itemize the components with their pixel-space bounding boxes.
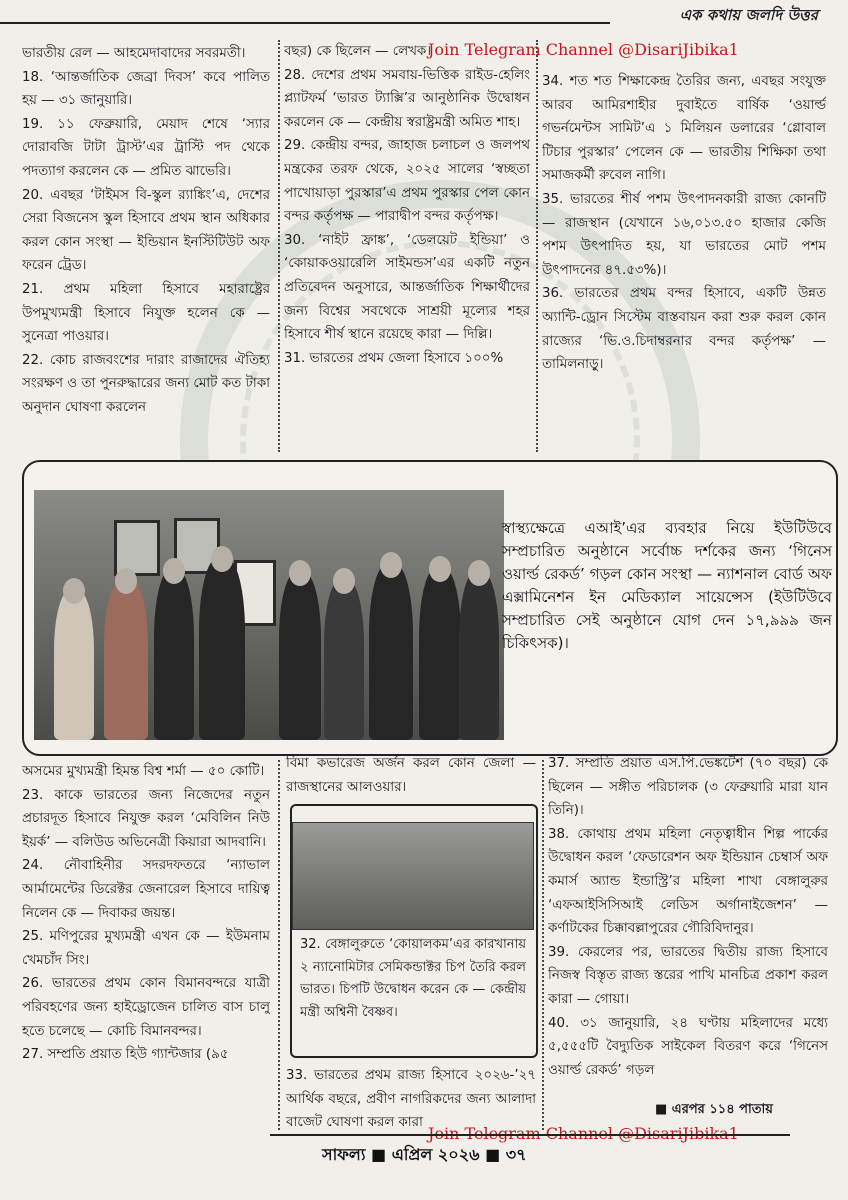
person	[459, 572, 499, 740]
person-head	[468, 560, 490, 586]
item-35: 35. ভারতের শীর্ষ পশম উৎপাদনকারী রাজ্য কোনটি — রাজস্থান (যেখানে ১৬,০১৩.৫০ হাজার কেজি পশম উৎপাদিত হয়, যা ভারতের মোট পশম উৎপাদনের ৪৭.৫৩%)।	[542, 191, 826, 278]
item-19: 19. ১১ ফেব্রুয়ারি, মেয়াদ শেষে ‘স্যার দোরাবজি টাটা ট্রাস্ট’এর ট্রাস্টি পদ থেকে পদত্যাগ করলেন কে — প্রমিত ঝাভেরি।	[22, 116, 270, 179]
item-25: 25. মণিপুরের মুখ্যমন্ত্রী এখন কে — ইউমনাম খেমচাঁদ সিং।	[22, 929, 270, 968]
item-23: 23. কাকে ভারতের জন্য নিজেদের নতুন প্রচারদূত হিসাবে নিযুক্ত করল ‘মেবিলিন নিউ ইয়র্ক’ — বলিউড অভিনেত্রী কিয়ারা আদবানি।	[22, 787, 270, 850]
continued-note: ■ এরপর ১১৪ পাতায়	[655, 1102, 773, 1117]
column-divider-1	[278, 40, 280, 452]
column-3-bottom	[548, 752, 828, 1102]
item-20: 20. এবছর ‘টাইমস বি-স্কুল র‍্যাঙ্কিং’এ, দেশের সেরা বিজনেস স্কুল হিসাবে প্রথম স্থান অধিকার করল কোন সংস্থা — ইন্ডিয়ান ইনস্টিটিউট অফ ফরেন ট্রেড।	[22, 187, 270, 274]
item-36: 36. ভারতের প্রথম বন্দর হিসাবে, একটি উন্নত অ্যান্টি-ড্রোন সিস্টেম বাস্তবায়ন করা শুরু করল কোন রাজ্যের ‘ভি.ও.চিদাম্বরনার বন্দর কর্তৃপক্ষ’ — তামিলনাড়ু।	[542, 286, 826, 373]
column-2-bottom-lead	[286, 752, 536, 802]
item-32: 32. বেঙ্গালুরুতে ‘কোয়ালকম’এর কারখানায় ২ ন্যানোমিটার সেমিকন্ডাক্টর চিপ তৈরি করল ভারত। চিপটি উদ্বোধন করেন কে — কেন্দ্রীয় মন্ত্রী অশ্বিনী বৈষ্ণব।	[300, 937, 526, 1020]
page-footer: সাফল্য ■ এপ্রিল ২০২৬ ■ ৩৭	[322, 1145, 527, 1164]
telegram-watermark-bottom: Join Telegram Channel @DisariJibika1	[428, 1124, 739, 1143]
item-30: 30. ‘নাইট ফ্রাঙ্ক’, ‘ডেলয়েট ইন্ডিয়া’ ও ‘কোয়াকওয়ারেলি সাইমন্ডস’এর একটি নতুন প্রতিবেদন অনুসারে, আন্তর্জাতিক শিক্ষার্থীদের জন্য বিশ্বের সবথেকে সাশ্রয়ী মূল্যের শহর হিসাবে শীর্ষ স্থানে রয়েছে কারা — দিল্লি।	[284, 232, 530, 343]
column-divider-4	[542, 760, 544, 1130]
item-29: 29. কেন্দ্রীয় বন্দর, জাহাজ চলাচল ও জলপথ মন্ত্রকের তরফ থেকে, ২০২৫ সালের ‘স্বচ্ছতা পাখোয়াড়া পুরস্কার’এ প্রথম পুরস্কার পেল কোন বন্দর কর্তৃপক্ষ — পারাদ্বীপ বন্দর কর্তৃপক্ষ।	[284, 138, 530, 225]
person	[199, 558, 245, 740]
chip-inauguration-photo	[292, 822, 534, 930]
column-2-top	[284, 40, 530, 454]
item-34: 34. শত শত শিক্ষাকেন্দ্র তৈরির জন্য, এবছর সংযুক্ত আরব আমিরশাহীর দুবাইতে বার্ষিক ‘ওয়ার্ল্ড গভর্নমেন্টস সামিট’এ ১ মিলিয়ন ডলারের ‘গ্লোবাল টিচার পুরস্কার’ পেলেন কে — ভারতীয় শিক্ষিকা তথা সমাজকর্মী রুবেল নাগি।	[542, 74, 826, 184]
person	[104, 580, 148, 740]
header-rule	[0, 22, 610, 24]
item-39: 39. কেরলের পর, ভারতের দ্বিতীয় রাজ্য হিসাবে নিজস্ব বিস্তৃত রাজ্য স্তরের পাখি মানচিত্র প্রকাশ করল কারা — গোয়া।	[548, 944, 828, 1007]
footer-rule	[270, 1134, 790, 1136]
section-title: এক কথায় জলদি উত্তর	[679, 6, 818, 24]
person	[54, 590, 94, 740]
column-3-top	[542, 70, 826, 454]
person-head	[380, 552, 402, 578]
item-40: 40. ৩১ জানুয়ারি, ২৪ ঘণ্টায় মহিলাদের মধ্যে ৫,৫৫৫টি বৈদ্যুতিক সাইকেল বিতরণ করে ‘গিনেস ওয়ার্ল্ড রেকর্ড’ গড়ল	[548, 1015, 828, 1078]
column-1-bottom	[22, 760, 270, 1156]
telegram-watermark-top: Join Telegram Channel @DisariJibika1	[428, 40, 739, 59]
person	[279, 572, 321, 740]
item-31-end: বিমা কভারেজ অর্জন করল কোন জেলা — রাজস্থানের আলওয়ার।	[286, 756, 536, 795]
column-1-top	[22, 42, 270, 454]
item-26: 26. ভারতের প্রথম কোন বিমানবন্দরে যাত্রী পরিবহণের জন্য হাইড্রোজেন চালিত বাস চালু হতে চলেছে — কোচি বিমানবন্দর।	[22, 976, 270, 1039]
person-head	[115, 568, 137, 594]
item-27: 27. সম্প্রতি প্রয়াত হিউ গ্যান্টজার (৯৫	[22, 1047, 229, 1063]
person-head	[163, 558, 185, 584]
item-21: 21. প্রথম মহিলা হিসাবে মহারাষ্ট্রের উপমুখ্যমন্ত্রী হিসাবে নিযুক্ত হলেন কে — সুনেত্রা পাওয়ার।	[22, 281, 270, 345]
column-divider-3	[278, 760, 280, 1130]
item-24: 24. নৌবাহিনীর সদরদফতরে ‘ন্যাভাল আর্মামেন্টের ডিরেক্টর জেনারেল হিসাবে দায়িত্ব নিলেন কে — দিবাকর জয়ন্ত।	[22, 858, 270, 921]
column-divider-2	[536, 40, 538, 452]
person	[154, 570, 194, 740]
item-22: 22. কোচ রাজবংশের দারাং রাজাদের ঐতিহ্য সংরক্ষণ ও তা পুনরুদ্ধারের জন্য মোট কত টাকা অনুদান ঘোষণা করলেন	[22, 352, 270, 415]
feature-photo-box	[22, 460, 838, 756]
item-17-end: ভারতীয় রেল — আহমেদাবাদের সবরমতী।	[22, 46, 246, 61]
person-head	[429, 556, 451, 582]
chip-box-caption	[300, 934, 526, 1050]
photo-caption: স্বাস্থ্যক্ষেত্রে এআই’এর ব্যবহার নিয়ে ইউটিউবে সম্প্রচারিত অনুষ্ঠানে সর্বোচ্চ দর্শকের জন্য ‘গিনেস ওয়ার্ল্ড রেকর্ড’ গড়ল কোন সংস্থা — ন্যাশনাল বোর্ড অফ এক্সামিনেশন ইন মেডিক্যাল সায়েন্সেস (ইউটিউবে সম্প্রচারিত সেই অনুষ্ঠানে যোগ দেন ১৭,৯৯৯ জন চিকিৎসক)।	[502, 519, 832, 652]
wall-frame	[114, 520, 160, 576]
item-37: 37. সম্প্রতি প্রয়াত এস.পি.ভেঙ্কটেশ (৭০ বছর) কে ছিলেন — সঙ্গীত পরিচালক (৩ ফেব্রুয়ারি মারা যান তিনি)।	[548, 756, 828, 819]
person-head	[289, 560, 311, 586]
item-27-end: বছর) কে ছিলেন — লেখক।	[284, 44, 432, 59]
person-head	[63, 578, 85, 604]
person-head	[333, 568, 355, 594]
item-38: 38. কোথায় প্রথম মহিলা নেতৃত্বাধীন শিল্প পার্কের উদ্বোধন করল ‘ফেডারেশন অফ ইন্ডিয়ান চেম্বার্স অফ কমার্স অ্যান্ড ইন্ডাস্ট্রি’র মহিলা শাখা বেঙ্গালুরুর ‘এফআইসিসিআই লেডিস অর্গানাইজেশন’ — কর্ণাটকের চিক্কাবল্লাপুরের গৌরিবিদানুর।	[548, 826, 828, 937]
person-head	[211, 546, 233, 572]
item-22-end: অসমের মুখ্যমন্ত্রী হিমন্ত বিশ্ব শর্মা — ৫০ কোটি।	[22, 764, 265, 779]
item-18: 18. ‘আন্তর্জাতিক জেব্রা দিবস’ কবে পালিত হয় — ৩১ জানুয়ারি।	[22, 69, 270, 109]
person	[369, 564, 413, 740]
person	[419, 568, 461, 740]
item-31: 31. ভারতের প্রথম জেলা হিসাবে ১০০%	[284, 350, 504, 366]
person	[324, 580, 364, 740]
item-33: 33. ভারতের প্রথম রাজ্য হিসাবে ২০২৬-’২৭ আর্থিক বছরে, প্রবীণ নাগরিকদের জন্য আলাদা বাজেট ঘোষণা করল কারা	[286, 1068, 536, 1131]
award-group-photo	[34, 490, 504, 740]
item-28: 28. দেশের প্রথম সমবায়-ভিত্তিক রাইড-হেলিং প্ল্যাটফর্ম ‘ভারত ট্যাক্সি’র আনুষ্ঠানিক উদ্বোধন করলেন কে — কেন্দ্রীয় স্বরাষ্ট্রমন্ত্রী অমিত শাহ।	[284, 67, 530, 130]
